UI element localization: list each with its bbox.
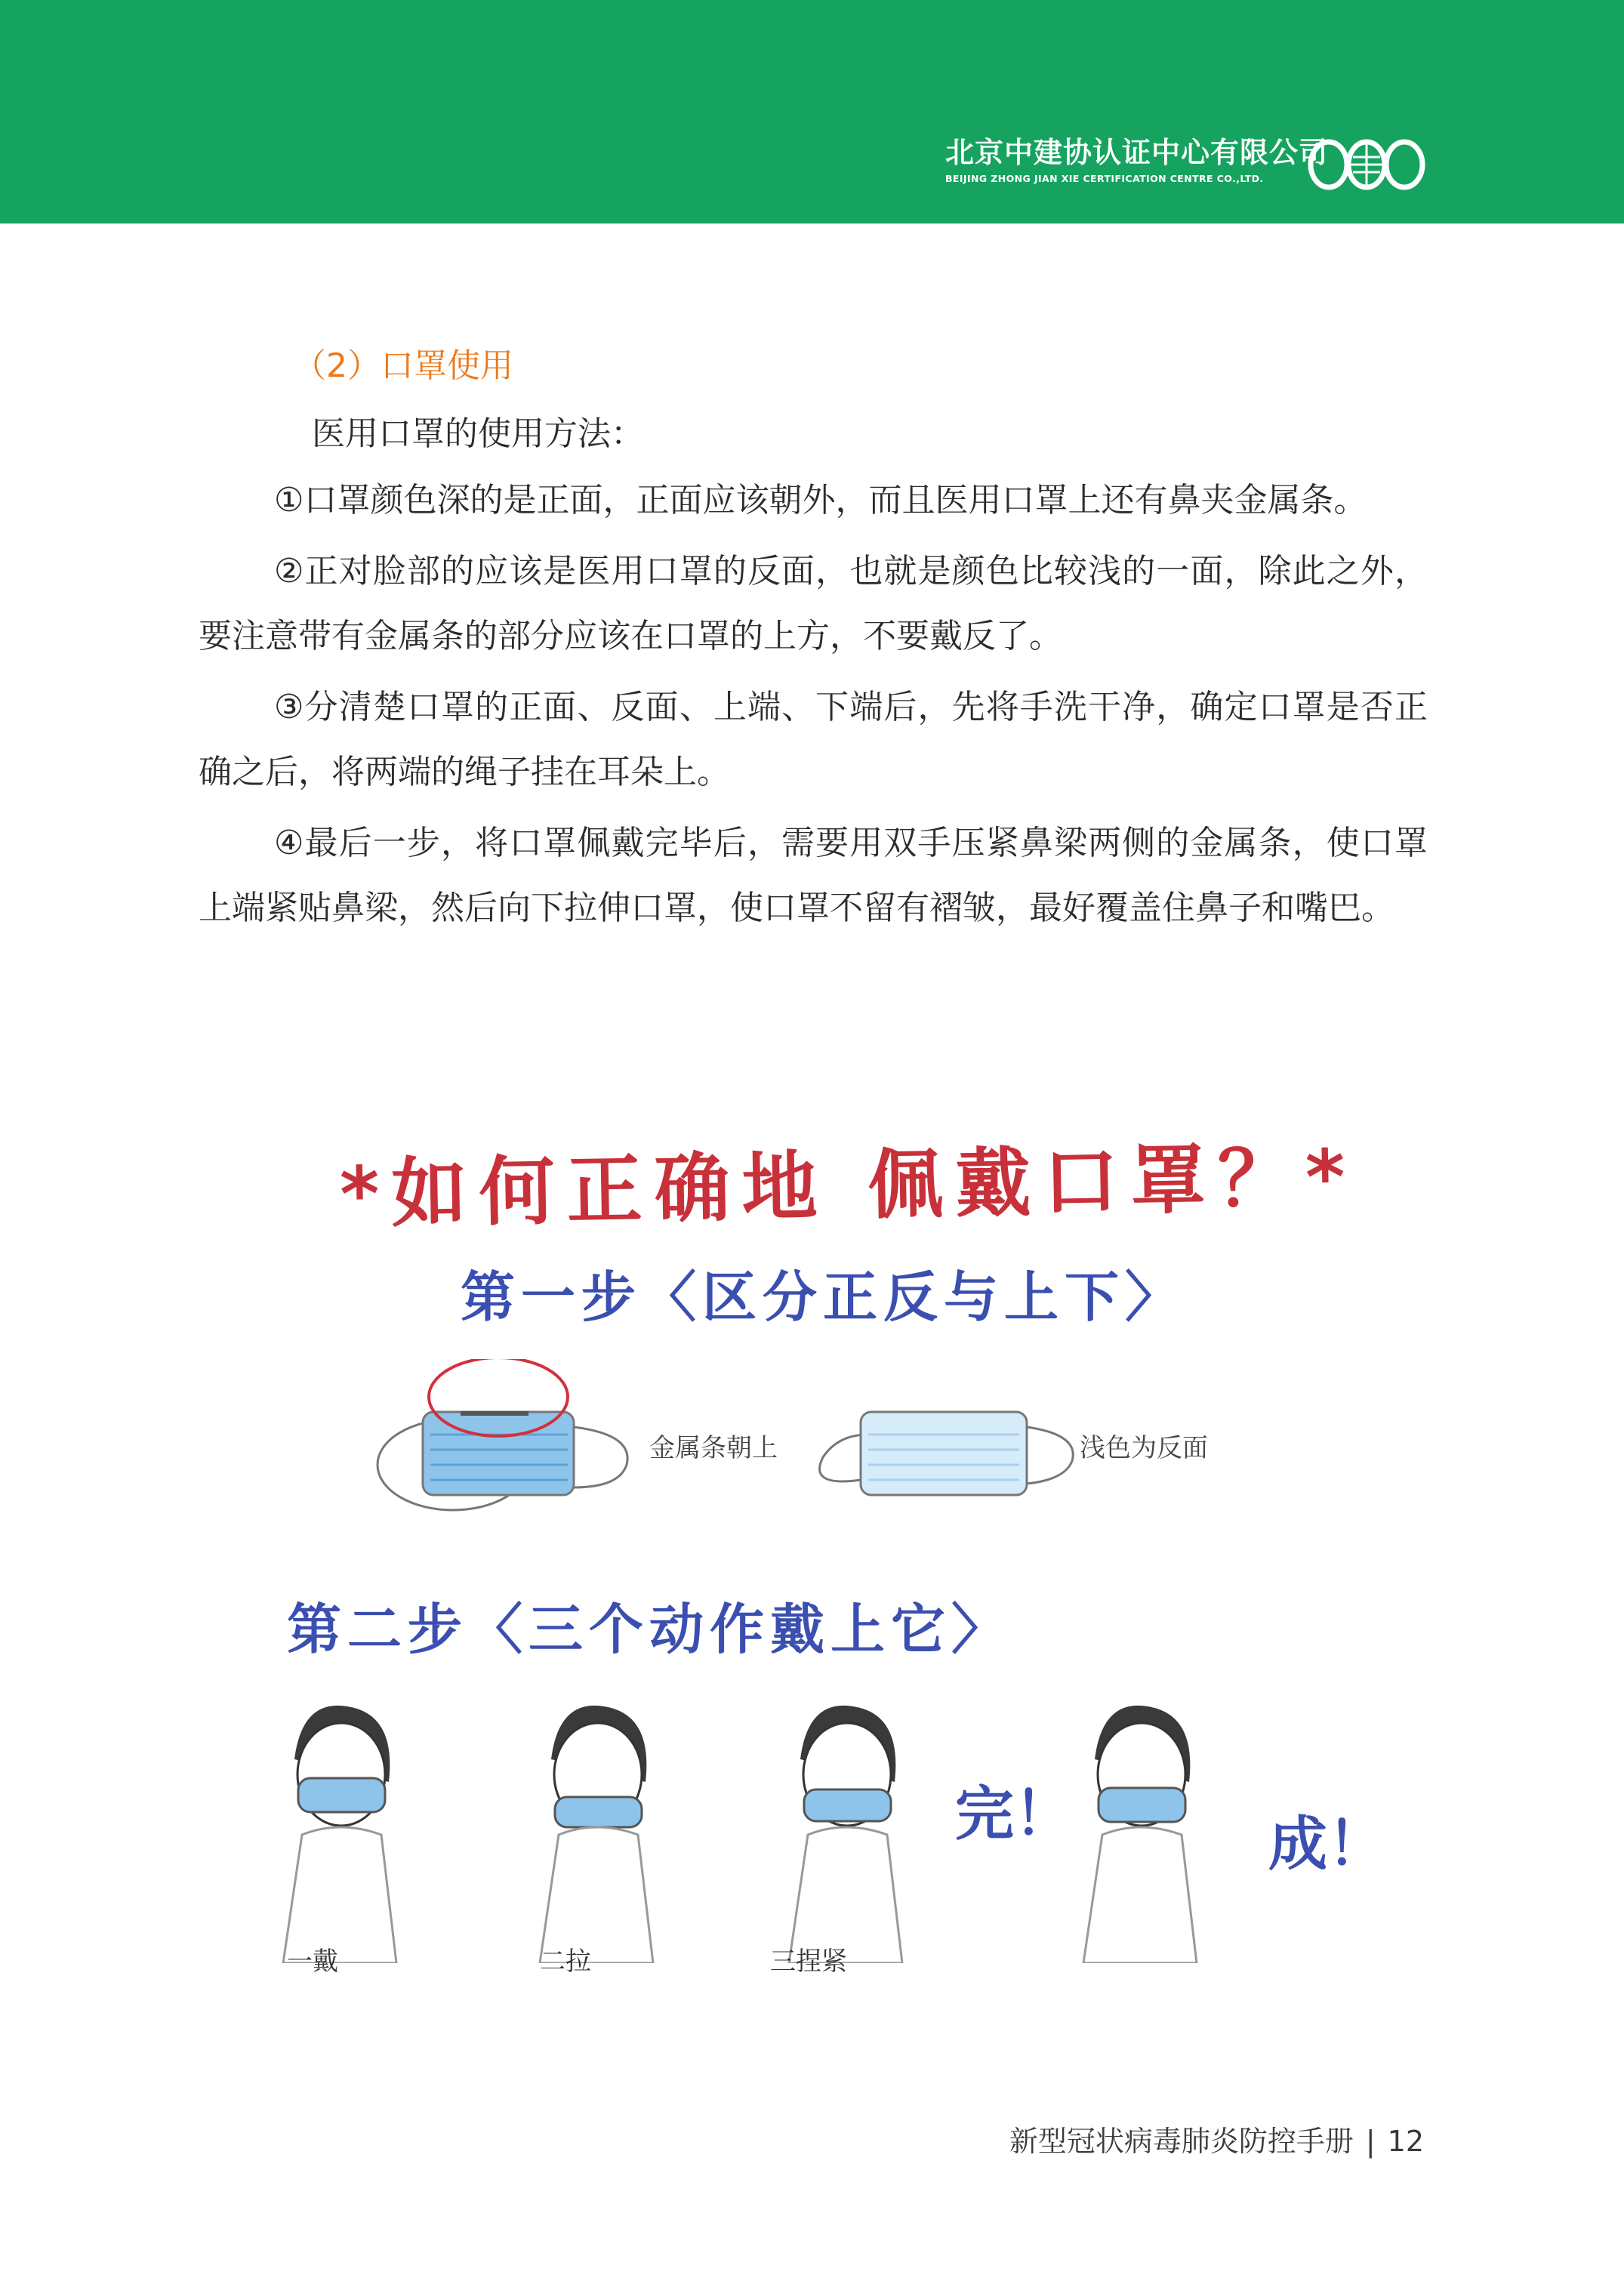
label-light-side: 浅色为反面 (1080, 1433, 1208, 1463)
step-paragraph-1: ①口罩颜色深的是正面，正面应该朝外，而且医用口罩上还有鼻夹金属条。 (274, 481, 1367, 519)
intro-line: 医用口罩的使用方法： (312, 415, 644, 453)
illustration-title: *如何正确地 佩戴口罩？* (339, 1133, 1358, 1239)
caption-pull: 二拉 (540, 1946, 591, 1977)
page-footer (1009, 2118, 1424, 2159)
mask-front-drawing (370, 1359, 642, 1525)
footer-separator: | (1365, 2125, 1376, 2158)
caption-wear: 一戴 (287, 1946, 338, 1977)
section-heading: （2）口罩使用 (293, 347, 513, 385)
content-area (199, 332, 1428, 947)
step-paragraph-2: ②正对脸部的应该是医用口罩的反面，也就是颜色比较浅的一面，除此之外，要注意带有金属条的部分应该在口罩的上方，不要戴反了。 (199, 552, 1428, 655)
done-text-left: 完！ (955, 1780, 1074, 1848)
brand-text (945, 136, 1328, 186)
mask-illustration (272, 1102, 1389, 2054)
done-text-right: 成！ (1268, 1811, 1387, 1879)
figure-wear (257, 1691, 423, 1963)
company-name-cn: 北京中建协认证中心有限公司 (945, 136, 1329, 169)
caption-pinch: 三捏紧 (770, 1946, 847, 1977)
page-number: 12 (1387, 2125, 1424, 2158)
company-logo-icon (1306, 134, 1427, 195)
step-paragraph-3: ③分清楚口罩的正面、反面、上端、下端后，先将手洗干净，确定口罩是否正确之后，将两端的绳子挂在耳朵上。 (199, 688, 1428, 791)
label-metal-strip: 金属条朝上 (649, 1433, 778, 1463)
figure-done (1057, 1691, 1223, 1963)
mask-back-drawing (808, 1374, 1080, 1525)
step-paragraph-4: ④最后一步，将口罩佩戴完毕后，需要用双手压紧鼻梁两侧的金属条，使口罩上端紧贴鼻梁，然后向下拉伸口罩，使口罩不留有褶皱，最好覆盖住鼻子和嘴巴。 (199, 824, 1428, 927)
figure-pinch (763, 1691, 929, 1963)
step1-title: 第一步〈区分正反与上下〉 (461, 1265, 1186, 1329)
figure-pull (513, 1691, 679, 1963)
header-bar (0, 0, 1624, 223)
company-name-en: BEIJING ZHONG JIAN XIE CERTIFICATION CENTRE CO.,LTD. (945, 173, 1264, 184)
step2-title: 第二步〈三个动作戴上它〉 (287, 1598, 1012, 1661)
book-title: 新型冠状病毒肺炎防控手册 (1009, 2125, 1354, 2158)
